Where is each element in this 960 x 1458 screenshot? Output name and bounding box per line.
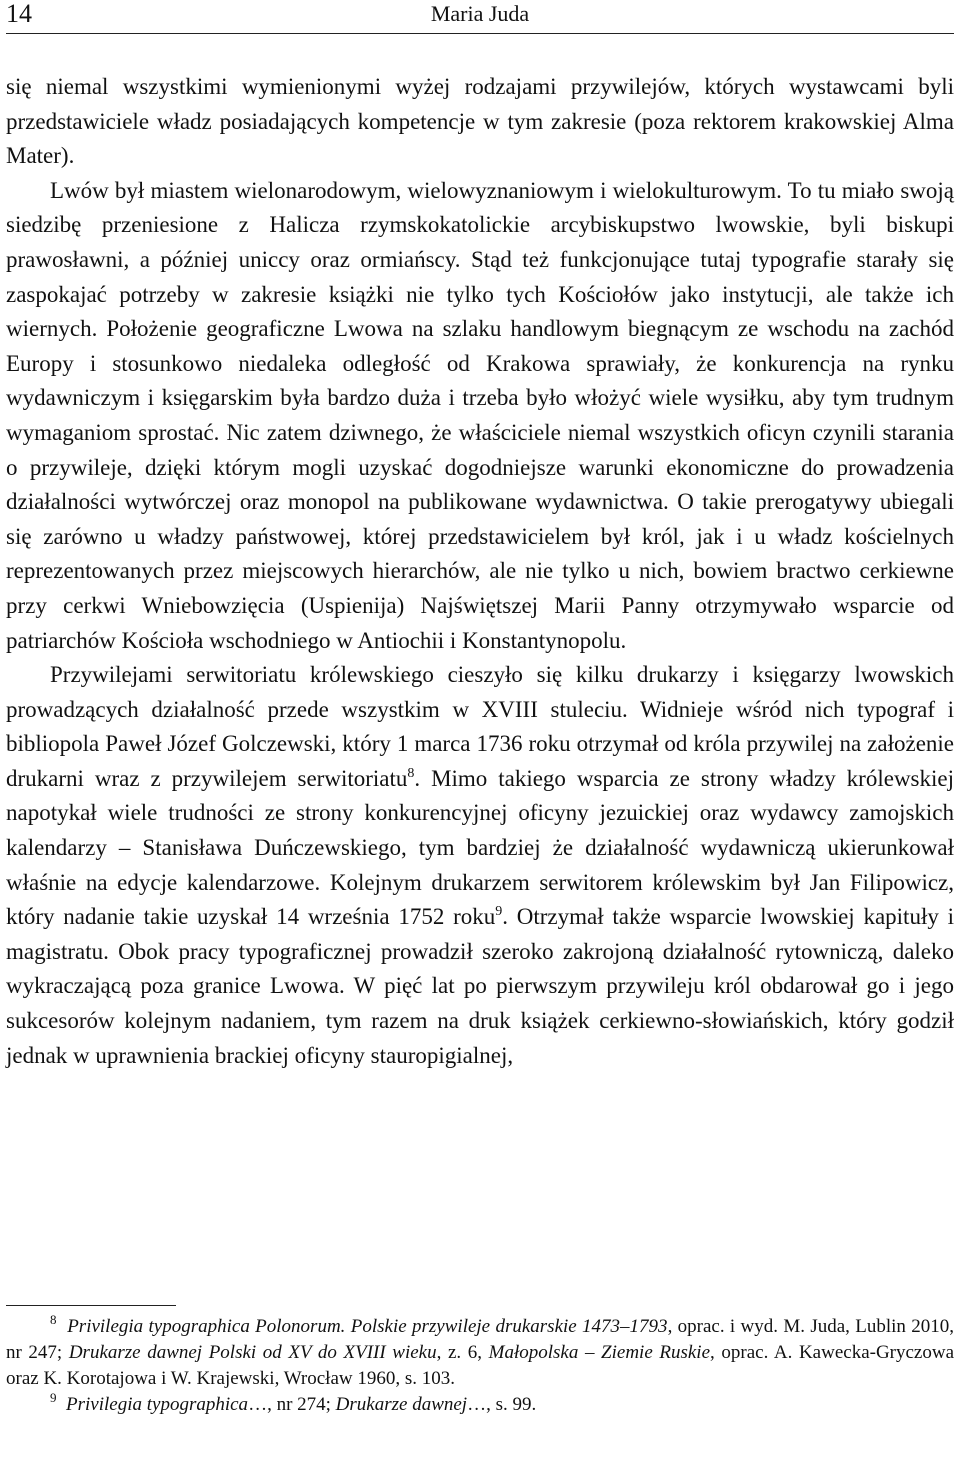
cited-title: Drukarze dawnej [335, 1394, 468, 1415]
cited-title: Privilegia typographica [66, 1394, 249, 1415]
paragraph-continued: się niemal wszystkimi wymienionymi wyżej rodzajami przywilejów, których wystawcami byli przedstawiciele władz posiadających kompetencje w tym zakresie (poza rektorem krakowskiej Alma Mater). [6, 74, 954, 169]
running-title: Maria Juda [430, 1, 530, 26]
paragraph-serwitoriat [6, 658, 954, 1073]
footnote-text: …, s. 99. [467, 1394, 537, 1415]
footnote-reference[interactable]: 9 [495, 904, 503, 920]
footnote-number: 9 [50, 1390, 57, 1405]
footnotes [6, 1314, 954, 1418]
footnote-separator [6, 1305, 176, 1306]
footnote-8 [6, 1314, 954, 1392]
footnote-9 [6, 1392, 954, 1418]
book-page [6, 0, 954, 1458]
page-number: 14 [6, 0, 32, 28]
footnote-text: , oprac. A. Kawecka-Gryczowa oraz K. Korotajowa i W. Krajewski, Wrocław 1960, s. 103. [6, 1342, 955, 1389]
paragraph-text: Przywilejami serwitoriatu królewskiego cieszyło się kilku drukarzy i księgarzy lwowskich prowadzących działalność przede wszystkim w XVIII stuleciu. Widnieje wśród nich typograf i bibliopola Paweł Józef Golczewski, który 1 marca 1736 roku otrzymał od króla przywilej na założenie drukarni wraz z przywilejem serwitoriatu [6, 662, 954, 791]
footnote-text: , oprac. i wyd. M. Juda, Lublin 2010, nr 247; [6, 1316, 955, 1363]
footnote-text: , z. 6, [436, 1342, 489, 1363]
footnote-text: …, nr 274; [248, 1394, 336, 1415]
footnote-number: 8 [50, 1312, 57, 1327]
paragraph-lwow: Lwów był miastem wielonarodowym, wielowyznaniowym i wielokulturowym. To tu miało swoją siedzibę przeniesione z Halicza rzymskokatolickie arcybiskupstwo lwowskie, byli biskupi prawosławni, a później uniccy oraz ormiańscy. Stąd też funkcjonujące tutaj typografie starały się zaspokajać potrzeby w zakresie książki nie tylko tych Kościołów jako instytucji, ale także ich wiernych. Położenie geograficzne Lwowa na szlaku handlowym biegnącym ze wschodu na zachód Europy i stosunkowo niedaleka odległość od Krakowa sprawiały, że konkurencja na rynku wydawniczym i księgarskim była bardzo duża i trzeba było włożyć wiele wysiłku, aby tym trudnym wymaganiom sprostać. Nic zatem dziwnego, że właściciele niemal wszystkich oficyn czynili starania o przywileje, dzięki którym mogli uzyskać dogodniejsze warunki ekonomiczne do prowadzenia działalności wytwórczej oraz monopol na publikowane wydawnictwa. O takie prerogatywy ubiegali się zarówno u władzy państwowej, której przedstawicielem był król, jak i u władz kościelnych reprezentowanych przez miejscowych hierarchów, ale nie tylko u nich, bowiem bractwo cerkiewne przy cerkwi Wniebowzięcia (Uspienija) Najświętszej Marii Panny otrzymywało wsparcie od patriarchów Kościoła wschodniego w Antiochii i Konstantynopolu. [6, 177, 954, 653]
footnote-reference[interactable]: 8 [407, 765, 415, 781]
main-text [6, 70, 954, 1073]
cited-title: Małopolska – Ziemie Ruskie [488, 1342, 711, 1363]
cited-title: Privilegia typographica Polonorum. Polskie przywileje drukarskie 1473–1793 [67, 1316, 668, 1337]
cited-title: Drukarze dawnej Polski od XV do XVIII wieku [68, 1342, 437, 1363]
paragraph-text: . Otrzymał także wsparcie lwowskiej kapituły i magistratu. Obok pracy typograficznej prowadził szeroko zakrojoną działalność rytowniczą, daleko wykraczającą poza granice Lwowa. W pięć lat po pierwszym przywileju król obdarował go i jego sukcesorów kolejnym nadaniem, tym razem na druk książek cerkiewno-słowiańskich, który godził jednak w uprawnienia brackiej oficyny stauropigialnej, [6, 904, 954, 1068]
running-header [6, 0, 954, 34]
paragraph-text: . Mimo takiego wsparcia ze strony władzy królewskiej napotykał wiele trudności ze strony konkurencyjnej oficyny jezuickiej oraz wydawcy zamojskich kalendarzy – Stanisława Duńczewskiego, tym bardziej że działalność wydawniczą ukierunkował właśnie na edycje kalendarzowe. Kolejnym drukarzem serwitorem królewskim był Jan Filipowicz, który nadanie takie uzyskał 14 września 1752 roku [6, 765, 954, 930]
